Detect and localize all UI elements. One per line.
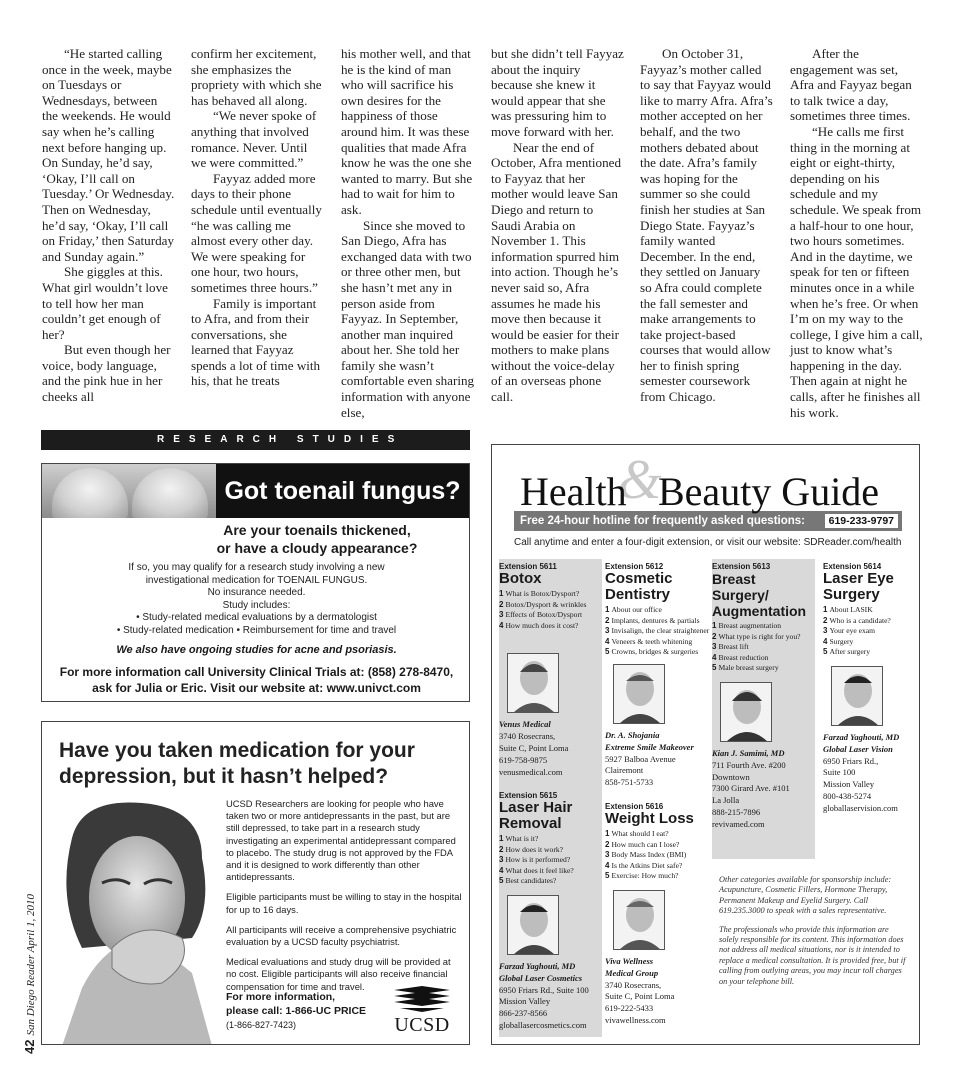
article-body — [42, 46, 922, 418]
provider-info: Venus Medical 3740 Rosecrans, Suite C, Point Loma 619-758-9875 venusmedical.com — [499, 719, 569, 777]
ucsd-logo — [386, 984, 458, 1034]
article-paragraph: his mother well, and that he is the kind of man who will sacrifice his own desires for the happiness of those around him. It was these qualities that made Afra know he was the one she wanted to marry. But she had to wait for him to ask. — [341, 46, 473, 217]
article-column-6 — [790, 46, 924, 420]
article-paragraph: After the engagement was set, Afra and Fayyaz began to talk twice a day, sometimes three times. — [790, 46, 912, 124]
hotline-phone: 619-233-9797 — [825, 514, 898, 528]
provider-info: Farzad Yaghouti, MD Global Laser Cosmetics 6950 Friars Rd., Suite 100 Mission Valley 866-237-8566 globallasercosmetics.com — [499, 960, 589, 1030]
article-paragraph: Near the end of October, Afra mentioned to Fayyaz that her mother would leave San Diego and return to Saudi Arabia on November 1. This information spurred him into action. Though he’s never said so, Afra assumes he made his move then because it would be easier for their mothers to make plans without the voice-delay of an overseas phone call. — [491, 139, 622, 405]
article-paragraph: On October 31, Fayyaz’s mother called to say that Fayyaz would like to marry Afra. Afra’s mother accepted on her behalf, and the two mothers debated about the date. Afra’s family was hoping for the summer so she could finish her studies at San Diego State. Fayyaz’s family wanted December. In the end, they settled on January so Afra could complete the fall semester and make arrangements to take project-based courses that would allow her to finish spring semester coursework from Chicago. — [640, 46, 773, 405]
publication-date: San Diego Reader April 1, 2010 — [25, 893, 37, 1036]
article-paragraph: Fayyaz added more days to their phone schedule until eventually “he was calling me almost every other day. We were speaking for one hour, two hours, sometimes three hours.” — [191, 170, 322, 295]
provider-photo — [507, 895, 559, 955]
toenail-headline: Got toenail fungus? — [216, 464, 469, 518]
health-beauty-guide: & Health Beauty Guide Free 24-hour hotline for frequently asked questions: 619-233-9797 Call anytime and enter a four-digit extension, or visit our website: SDReader.com/health Extension 5611 Botox 1 What is Botox/Dysport? 2 Botox/Dysport & wrinkles 3 Effects of Botox/Dysport 4 How much does it cost? Venus Medical 3740 Rosecrans, Suite C, Point Loma 619-758-9875 venusmedical.com Extension 5612 Cosmetic Dentistry 1 About our office 2 Implants, dentures & partials 3 Invisalign, the clear straightener 4 Veneers & teeth whitening 5 Crowns, bridges & surgeries Dr. A. Shojania Extreme Smile Makeover 5927 Balboa Avenue Clairemont 858-751-5733 Extension 5613 Breast Surgery/ Augmentation 1 Breast augmentation 2 What type is right for you? 3 Breast lift 4 Breast reduction 5 Male breast surgery Kian J. Samimi, MD 711 Fourth Ave. #200 Downtown 7300 Girard Ave. #101 La Jolla 888-215-7896 revivamed.com Extension 5614 Laser Eye Surgery 1 About LASIK 2 Who is a candidate? 3 Your eye exam 4 Surgery 5 After surgery Farzad Yaghouti, MD Global Laser Vision 6950 Friars Rd., Suite 100 Mission Valley 800-438-5274 globallaservision.com Extension 5615 Laser Hair Removal 1 What is it? 2 How does it work? 3 How is it performed? 4 What does it feel like? 5 Best candidates? Farzad Yaghouti, MD Global Laser Cosmetics 6950 Friars Rd., Suite 100 Mission Valley 866-237-8566 globallasercosmetics.com Extension 5616 Weight Loss 1 What should I eat? 2 How much can I lose? 3 Body Mass Index (BMI) 4 Is the Atkins Diet safe? 5 Exercise: How much? Viva Wellness Medical Group 3740 Rosecrans, Suite C, Point Loma 619-222-5433 vivawellness.com Other categories available for sponsorship include: Acupuncture, Cosmetic Fillers, Hormone Therapy, Permanent Makeup and Eyelid Surgery. Call 619.235.3000 to speak with a sales representative. The professionals who provide this information are solely responsible for its content. This information does not address all medical situations, nor is it intended to replace a medical consultation. It is provided free, but if calling from outlying areas, you may incur toll charges on your telephone bill. — [491, 444, 920, 1045]
provider-photo — [613, 890, 665, 950]
toenail-photo — [42, 464, 216, 518]
article-paragraph: “He calls me first thing in the morning at eight or eight-thirty, depending on his schedule and my schedule. We speak from a half-hour to one hour, two hours sometimes. And in the daytime, we speak for ten or fifteen minutes once in a while when he’s free. Or when I’m on my way to the college, I give him a call, just to know what’s happening in the day. Then again at night he calls, after he finishes all his work. — [790, 123, 923, 420]
depression-contact-info: For more information, please call: 1-866-UC PRICE (1-866-827-7423) — [226, 991, 367, 1030]
category-cosmetic-dentistry: Extension 5612 Cosmetic Dentistry 1 About our office 2 Implants, dentures & partials 3 Invisalign, the clear straightener 4 Veneers & teeth whitening 5 Crowns, bridges & surgeries Dr. A. Shojania Extreme Smile Makeover 5927 Balboa Avenue Clairemont 858-751-5733 — [605, 562, 710, 788]
article-column-2 — [191, 46, 325, 389]
article-paragraph: but she didn’t tell Fayyaz about the inquiry because she knew it would appear that she was pressuring him to move forward with her. — [491, 46, 624, 139]
guide-call-instructions: Call anytime and enter a four-digit extension, or visit our website: SDReader.com/health — [514, 537, 902, 548]
ucsd-emblem-icon — [386, 984, 458, 1014]
toenail-subheadline: Are your toenails thickened, or have a cloudy appearance? — [216, 522, 418, 556]
article-column-4 — [491, 46, 625, 405]
toenail-fungus-ad — [41, 463, 470, 702]
page-number: 42 — [22, 1039, 37, 1054]
guide-ampersand: & — [618, 449, 662, 511]
article-paragraph: “We never spoke of anything that involved romance. Never. Until we were committed.” — [191, 108, 317, 171]
distressed-woman-photo — [42, 798, 222, 1045]
provider-photo — [831, 666, 883, 726]
provider-info: Dr. A. Shojania Extreme Smile Makeover 5927 Balboa Avenue Clairemont 858-751-5733 — [605, 729, 694, 788]
sponsorship-note: Other categories available for sponsorship include: Acupuncture, Cosmetic Fillers, Hormone Therapy, Permanent Makeup and Eyelid Surgery. Call 619.235.3000 to speak with a sales representative. — [719, 875, 892, 916]
ucsd-logo-text: UCSD — [394, 1014, 450, 1036]
category-weight-loss: Extension 5616 Weight Loss 1 What should I eat? 2 How much can I lose? 3 Body Mass Index (BMI) 4 Is the Atkins Diet safe? 5 Exercise: How much? Viva Wellness Medical Group 3740 Rosecrans, Suite C, Point Loma 619-222-5433 vivawellness.com — [605, 799, 708, 1027]
guide-notes — [719, 875, 909, 987]
toenail-contact-info: For more information call University Clinical Trials at: (858) 278-8470, ask for Julia or Eric. Visit our website at: www.univct.com — [59, 665, 454, 695]
provider-photo — [507, 653, 559, 713]
provider-photo — [720, 682, 772, 742]
toenail-acne-note: We also have ongoing studies for acne and psoriasis. — [116, 644, 397, 656]
toenail-body-text: If so, you may qualify for a research study involving a new investigational medication for TOENAIL FUNGUS. No insurance needed. Study includes: • Study-related medical evaluations by a dermatologist • Study-related medication • Reimbursement for time and travel — [116, 562, 397, 636]
category-botox: Extension 5611 Botox 1 What is Botox/Dysport? 2 Botox/Dysport & wrinkles 3 Effects of Botox/Dysport 4 How much does it cost? Venus Medical 3740 Rosecrans, Suite C, Point Loma 619-758-9875 venusmedical.com — [499, 559, 602, 1037]
provider-info: Farzad Yaghouti, MD Global Laser Vision 6950 Friars Rd., Suite 100 Mission Valley 800-438-5274 globallaservision.com — [823, 731, 900, 813]
article-paragraph: confirm her excitement, she emphasizes the propriety with which she has behaved all along. — [191, 46, 322, 108]
article-column-1 — [42, 46, 176, 405]
article-paragraph: “He started calling once in the week, maybe on Tuesdays or Wednesdays, between the weekends. He would say when he’s calling next before hanging up. On Sunday, he’d say, ‘Okay, I’ll call on Tuesday.’ Or Wednesday. Then on Wednesday, he’d say, ‘Okay, I’ll call on Friday,’ then Saturday and Sunday again.” — [42, 46, 175, 264]
provider-photo — [613, 664, 665, 724]
article-paragraph: She giggles at this. What girl wouldn’t love to tell how her man couldn’t get enough of her? — [42, 264, 168, 342]
depression-body-text: UCSD Researchers are looking for people who have taken two or more antidepressants in the past, but are still depressed, to take part in a research study investigating an experimental antidepressant compared to placebo. The study drug is not approved by the FDA and it is designed to work differently than other antidepressants. Eligible participants must be willing to stay in the hospital for up to 16 days. All participants will receive a comprehensive psychiatric evaluation by a UCSD faculty psychiatrist. Medical evaluations and study drug will be provided at no cost. Eligible participants will also receive financial compensation for time and travel. — [226, 798, 462, 992]
category-laser-hair-removal: Extension 5615 Laser Hair Removal 1 What is it? 2 How does it work? 3 How is it performed? 4 What does it feel like? 5 Best candidates? Farzad Yaghouti, MD Global Laser Cosmetics 6950 Friars Rd., Suite 100 Mission Valley 866-237-8566 globallasercosmetics.com — [499, 788, 602, 1037]
article-paragraph: But even though her voice, body language, and the pink hue in her cheeks all — [42, 342, 171, 405]
article-paragraph: Family is important to Afra, and from their conversations, she learned that Fayyaz spends a lot of time with his, that he treats — [191, 295, 321, 389]
disclaimer-note: The professionals who provide this information are solely responsible for its content. This information does not address all medical situations, nor is it intended to replace a medical consultation. It is provided free, but if calling from outlying areas, you may incur toll charges on your telephone bill. — [719, 924, 906, 986]
depression-study-ad — [41, 721, 470, 1045]
research-studies-header: RESEARCH STUDIES — [41, 430, 470, 450]
provider-info: Kian J. Samimi, MD 711 Fourth Ave. #200 Downtown 7300 Girard Ave. #101 La Jolla 888-215-7896 revivamed.com — [712, 747, 790, 829]
article-column-3 — [341, 46, 475, 420]
category-breast-surgery: Extension 5613 Breast Surgery/ Augmentation 1 Breast augmentation 2 What type is right for you? 3 Breast lift 4 Breast reduction 5 Male breast surgery Kian J. Samimi, MD 711 Fourth Ave. #200 Downtown 7300 Girard Ave. #101 La Jolla 888-215-7896 revivamed.com — [712, 559, 815, 859]
provider-info: Viva Wellness Medical Group 3740 Rosecrans, Suite C, Point Loma 619-222-5433 vivawellness.com — [605, 955, 675, 1025]
category-laser-eye-surgery: Extension 5614 Laser Eye Surgery 1 About LASIK 2 Who is a candidate? 3 Your eye exam 4 Surgery 5 After surgery Farzad Yaghouti, MD Global Laser Vision 6950 Friars Rd., Suite 100 Mission Valley 800-438-5274 globallaservision.com — [823, 559, 920, 815]
guide-hotline-bar: Free 24-hour hotline for frequently asked questions: 619-233-9797 — [514, 511, 902, 531]
article-column-5 — [640, 46, 774, 405]
page-folio — [22, 893, 40, 1054]
depression-headline: Have you taken medication for your depression, but it hasn’t helped? — [59, 739, 415, 788]
article-paragraph: Since she moved to San Diego, Afra has exchanged data with two or three other men, but she hasn’t met any in person aside from Fayyaz. In September, another man inquired about her. She told her family she wasn’t comfortable even sharing information with anyone else, — [341, 217, 475, 420]
